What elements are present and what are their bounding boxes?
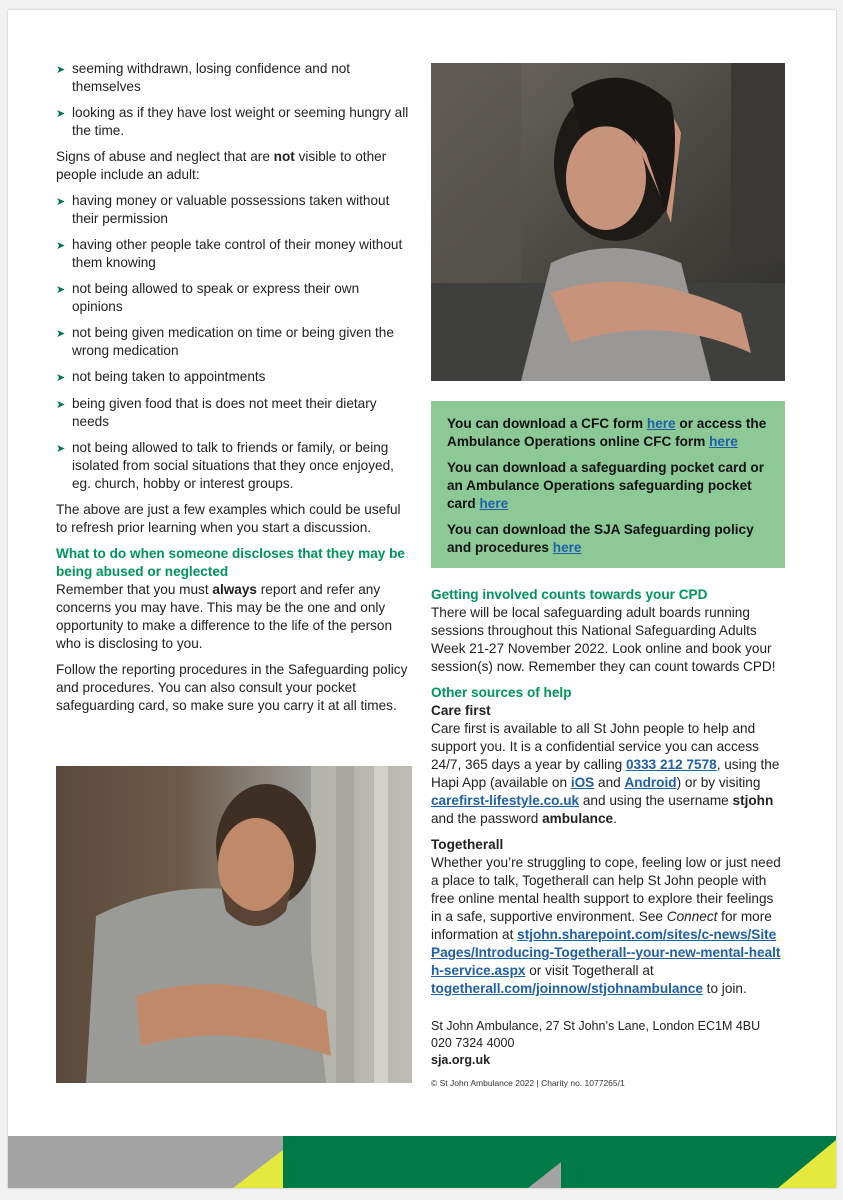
downloads-infobox	[431, 401, 785, 568]
arrow-bullet-icon: ➤	[56, 284, 66, 296]
disclose-heading: What to do when someone discloses that they may be being abused or neglected	[56, 546, 405, 579]
list-item: ➤ seeming withdrawn, losing confidence and not themselves	[56, 61, 351, 94]
android-link[interactable]: Android	[624, 775, 677, 790]
help-heading: Other sources of help	[431, 685, 572, 700]
sharepoint-link[interactable]: stjohn.sharepoint.com/sites/c-news/SitePages/Introducing-Togetherall--your-new-mental-health-service.aspx	[431, 927, 781, 978]
policy-line: You can download the SJA Safeguarding policy and procedures here	[447, 522, 754, 555]
list-item: ➤ looking as if they have lost weight or seeming hungry all the time.	[56, 105, 409, 138]
address-block	[431, 1018, 785, 1092]
togetherall-text: Whether you’re struggling to cope, feeling low or just need a place to talk, Togetherall can help St John people with free online mental health support to explore their feelings in a safe, supportive environment. See Connect for more information at stjohn.sharepoint.com/sites/c-news/SitePages/Introducing-Togetherall--your-new-mental-health-service.aspx or visit Togetherall at togetherall.com/joinnow/stjohnambulance to join.	[431, 855, 781, 996]
left-column	[56, 60, 412, 723]
list-item: ➤ not being taken to appointments	[56, 368, 412, 387]
signs-intro: Signs of abuse and neglect that are not visible to other people include an adult:	[56, 149, 387, 182]
cpd-heading: Getting involved counts towards your CPD	[431, 587, 708, 602]
address: St John Ambulance, 27 St John’s Lane, London EC1M 4BU	[431, 1019, 761, 1033]
woman-photo	[431, 63, 785, 381]
list-item: ➤ being given food that is does not meet their dietary needs	[56, 396, 377, 429]
examples-paragraph: The above are just a few examples which could be useful to refresh prior learning when you start a discussion.	[56, 502, 401, 535]
arrow-bullet-icon: ➤	[56, 64, 66, 76]
arrow-bullet-icon: ➤	[56, 443, 66, 455]
carefirst-text: Care first is available to all St John people to help and support you. It is a confidential service you can access 24/7, 365 days a year by calling 0333 212 7578, using the Hapi App (available on iOS and Android) or by visiting carefirst-lifestyle.co.uk and using the username stjohn and the password ambulance.	[431, 721, 780, 826]
arrow-bullet-icon: ➤	[56, 372, 66, 384]
policy-link[interactable]: here	[552, 540, 582, 555]
carefirst-title: Care first	[431, 703, 491, 718]
list-item: ➤ not being given medication on time or being given the wrong medication	[56, 325, 394, 358]
arrow-bullet-icon: ➤	[56, 196, 66, 208]
list-item: ➤ having money or valuable possessions taken without their permission	[56, 193, 390, 226]
list-item: ➤ not being allowed to speak or express their own opinions	[56, 281, 360, 314]
cpd-section	[431, 586, 785, 684]
copyright: © St John Ambulance 2022 | Charity no. 1077265/1	[431, 1078, 625, 1088]
list-item: ➤ having other people take control of their money without them knowing	[56, 237, 403, 270]
website[interactable]: sja.org.uk	[431, 1053, 491, 1067]
footer-band	[8, 1136, 836, 1188]
document-page	[8, 10, 836, 1188]
ios-link[interactable]: iOS	[570, 775, 595, 790]
online-cfc-form-link[interactable]: here	[709, 434, 738, 449]
arrow-bullet-icon: ➤	[56, 240, 66, 252]
pocket-card-link[interactable]: here	[479, 496, 509, 511]
pocket-card-line: You can download a safeguarding pocket card or an Ambulance Operations safeguarding pocket card here	[447, 460, 764, 511]
cpd-text: There will be local safeguarding adult boards running sessions throughout this National Safeguarding Adults Week 21-27 November 2022. Look online and book your session(s) now. Remember they can count towards CPD!	[431, 605, 776, 674]
help-section	[431, 684, 785, 1006]
phone: 020 7324 4000	[431, 1036, 515, 1050]
list-item: ➤ not being allowed to talk to friends or family, or being isolated from social situations that they once enjoyed, eg. church, hobby or interest groups.	[56, 440, 394, 491]
togetherall-title: Togetherall	[431, 837, 504, 852]
disclose-paragraph: Remember that you must always report and refer any concerns you may have. This may be the one and only opportunity to make a difference to the life of the person who is disclosing to you.	[56, 582, 393, 651]
arrow-bullet-icon: ➤	[56, 399, 66, 411]
man-photo	[56, 766, 412, 1083]
cfc-form-line: You can download a CFC form here or access the Ambulance Operations online CFC form here	[447, 416, 767, 449]
togetherall-join-link[interactable]: togetherall.com/joinnow/stjohnambulance	[431, 981, 703, 996]
carefirst-phone-link[interactable]: 0333 212 7578	[625, 757, 717, 772]
arrow-bullet-icon: ➤	[56, 108, 66, 120]
arrow-bullet-icon: ➤	[56, 328, 66, 340]
carefirst-site-link[interactable]: carefirst-lifestyle.co.uk	[431, 793, 580, 808]
follow-paragraph: Follow the reporting procedures in the Safeguarding policy and procedures. You can also consult your pocket safeguarding card, so make sure you carry it at all times.	[56, 662, 408, 713]
cfc-form-link[interactable]: here	[646, 416, 676, 431]
